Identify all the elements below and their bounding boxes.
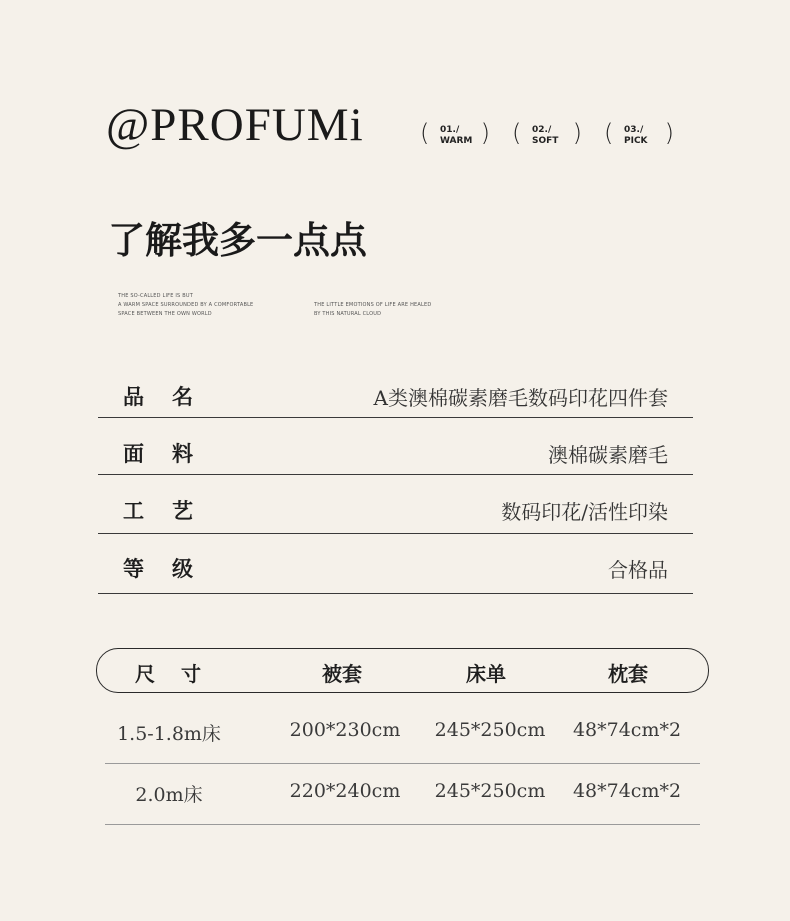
spec-label: 工艺 bbox=[123, 499, 221, 523]
size-cell: 220*240cm bbox=[289, 780, 401, 802]
tag-number: 02./ bbox=[532, 125, 552, 135]
size-table-header bbox=[96, 648, 709, 693]
size-row bbox=[105, 764, 700, 825]
spec-label: 面料 bbox=[123, 442, 221, 466]
header-pillowcase: 枕套 bbox=[608, 662, 648, 686]
spec-row-grade bbox=[98, 534, 693, 594]
tag-number: 01./ bbox=[440, 125, 460, 135]
header-bed-sheet: 床单 bbox=[466, 662, 506, 686]
spec-value: A类澳棉碳素磨毛数码印花四件套 bbox=[373, 386, 668, 410]
size-cell: 245*250cm bbox=[434, 780, 546, 802]
spec-row-fabric bbox=[98, 418, 693, 475]
feature-tags bbox=[420, 120, 696, 150]
header-size: 尺寸 bbox=[135, 662, 227, 686]
page-title: 了解我多一点点 bbox=[108, 219, 367, 262]
size-cell: 2.0m床 bbox=[135, 784, 203, 806]
size-cell: 48*74cm*2 bbox=[572, 719, 682, 741]
tag-pick: ( 03./ PICK ) bbox=[604, 119, 674, 147]
spec-label: 等级 bbox=[123, 557, 221, 581]
size-cell: 48*74cm*2 bbox=[572, 780, 682, 802]
tag-warm: ( 01./ WARM ) bbox=[420, 119, 490, 147]
tagline-right: THE LITTLE EMOTIONS OF LIFE ARE HEALED BY THIS NATURAL CLOUD bbox=[314, 302, 432, 317]
brand-logo: @PROFUMi bbox=[106, 99, 364, 151]
tagline-left: THE SO-CALLED LIFE IS BUT A WARM SPACE SURROUNDED BY A COMFORTABLE SPACE BETWEEN THE OWN WORLD bbox=[118, 293, 254, 317]
spec-table bbox=[98, 368, 693, 594]
tag-word: PICK bbox=[624, 136, 648, 146]
size-row bbox=[105, 703, 700, 764]
size-cell: 1.5-1.8m床 bbox=[117, 723, 221, 745]
tag-soft: ( 02./ SOFT ) bbox=[512, 119, 582, 147]
size-cell: 245*250cm bbox=[434, 719, 546, 741]
tag-word: WARM bbox=[440, 136, 473, 146]
spec-row-craft bbox=[98, 475, 693, 534]
spec-value: 数码印花/活性印染 bbox=[501, 500, 668, 524]
size-cell: 200*230cm bbox=[289, 719, 401, 741]
tag-word: SOFT bbox=[532, 136, 559, 146]
spec-value: 合格品 bbox=[608, 558, 668, 582]
header-duvet-cover: 被套 bbox=[322, 662, 362, 686]
spec-label: 品名 bbox=[123, 385, 221, 409]
spec-value: 澳棉碳素磨毛 bbox=[548, 443, 668, 467]
tag-number: 03./ bbox=[624, 125, 644, 135]
spec-row-name bbox=[98, 368, 693, 418]
